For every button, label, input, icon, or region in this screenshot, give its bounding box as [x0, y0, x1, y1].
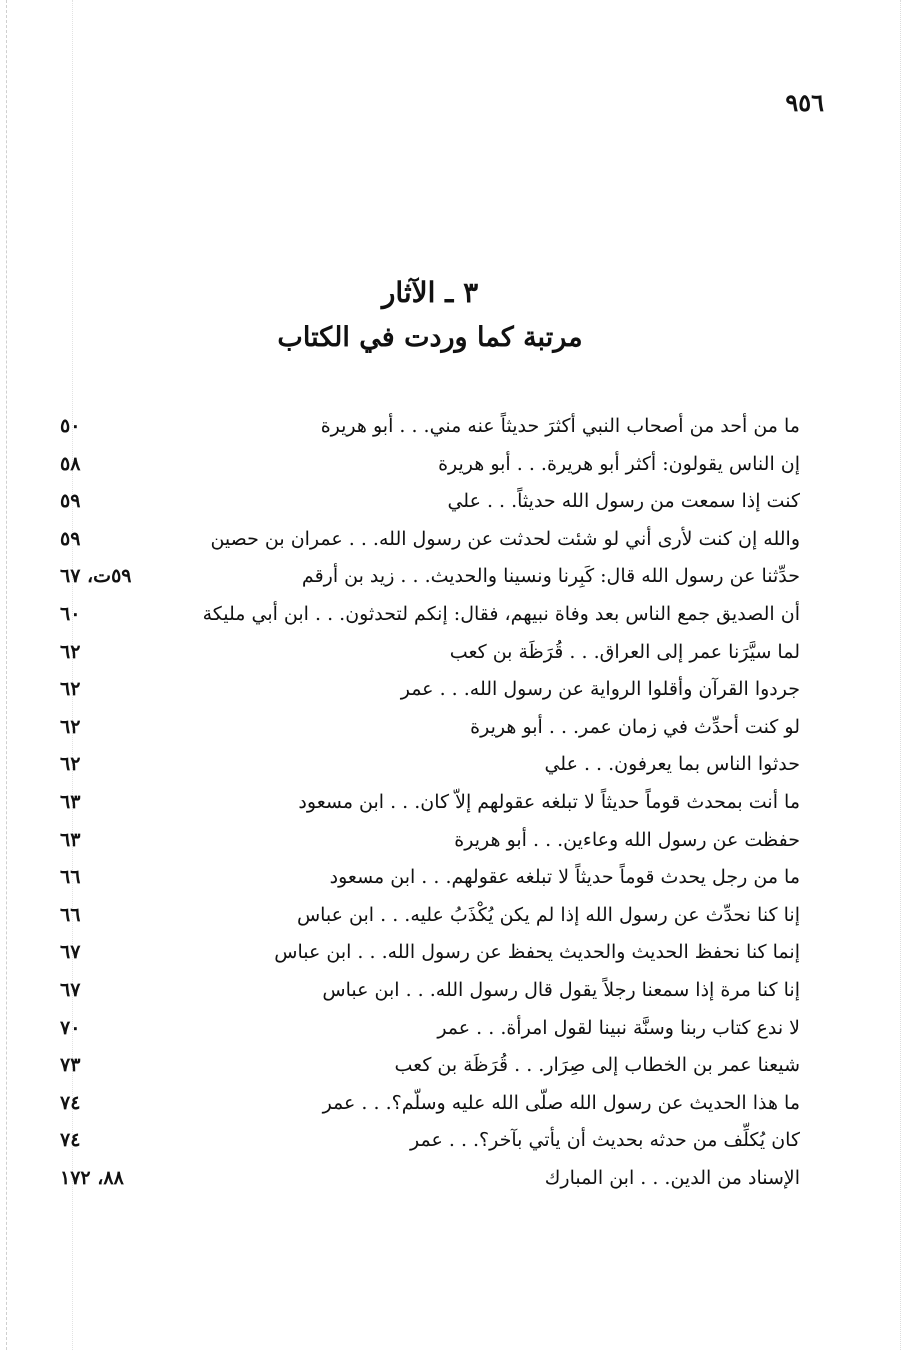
scan-edge-right	[900, 0, 901, 1350]
page-number: ٩٥٦	[785, 88, 824, 117]
index-entry	[60, 709, 800, 747]
entry-text: الإسناد من الدين. . . ابن المبارك	[544, 1166, 800, 1189]
entry-text: شيعنا عمر بن الخطاب إلى صِرَار. . . قُرَظَة بن كعب	[394, 1054, 800, 1077]
index-entry	[60, 897, 800, 935]
entry-page-ref: ٦٣	[60, 790, 81, 813]
entry-page-ref: ٥٠	[60, 415, 81, 437]
entry-page-ref: ٦٦	[60, 866, 81, 889]
index-entry	[60, 408, 800, 446]
entry-page-ref: ٥٩	[60, 527, 81, 550]
entry-page-ref: ٧٤	[60, 1129, 81, 1152]
entry-page-ref: ٧٣	[60, 1054, 81, 1077]
entry-text: إنا كنا نحدِّث عن رسول الله إذا لم يكن يُكْذَبُ عليه. . . ابن عباس	[296, 903, 800, 926]
entry-page-ref: ٦٢	[60, 715, 81, 738]
athar-index-list	[60, 408, 800, 1197]
entry-page-ref: ٥٩ت، ٦٧	[60, 565, 132, 588]
entry-page-ref: ٥٨	[60, 452, 81, 475]
section-title: ٣ ـ الآثار	[381, 276, 479, 309]
index-entry	[60, 671, 800, 709]
entry-page-ref: ٦٧	[60, 941, 81, 964]
entry-text: كان يُكلِّف من حدثه بحديث أن يأتي بآخر؟. . . عمر	[410, 1129, 800, 1152]
entry-text: حدثوا الناس بما يعرفون. . . علي	[544, 753, 800, 776]
entry-text: كنت إذا سمعت من رسول الله حديثاً. . . علي	[447, 490, 800, 513]
index-entry	[60, 859, 800, 897]
entry-text: إنما كنا نحفظ الحديث والحديث يحفظ عن رسول الله. . . ابن عباس	[274, 941, 800, 964]
entry-page-ref: ٦٣	[60, 828, 81, 851]
entry-page-ref: ٦٦	[60, 903, 81, 926]
entry-text: حدِّثنا عن رسول الله قال: كَبِرنا ونسينا والحديث. . . زيد بن أرقم	[301, 565, 800, 588]
entry-text: لو كنت أحدِّث في زمان عمر. . . أبو هريرة	[470, 715, 800, 738]
entry-text: إن الناس يقولون: أكثر أبو هريرة. . . أبو هريرة	[438, 452, 800, 475]
entry-text: ما هذا الحديث عن رسول الله صلّى الله عليه وسلّم؟. . . عمر	[322, 1091, 800, 1114]
section-subtitle: مرتبة كما وردت في الكتاب	[277, 322, 583, 353]
entry-page-ref: ٧٤	[60, 1091, 81, 1114]
index-entry	[60, 558, 800, 596]
index-entry	[60, 972, 800, 1010]
index-entry	[60, 1122, 800, 1160]
index-entry	[60, 596, 800, 634]
index-entry	[60, 483, 800, 521]
entry-text: حفظت عن رسول الله وعاءين. . . أبو هريرة	[454, 828, 800, 851]
index-entry	[60, 1160, 800, 1198]
index-entry	[60, 446, 800, 484]
entry-page-ref: ٦٢	[60, 753, 81, 776]
scan-edge-left	[6, 0, 7, 1350]
index-entry	[60, 634, 800, 672]
entry-text: ما من أحد من أصحاب النبي أكثرَ حديثاً عنه مني. . . أبو هريرة	[320, 415, 800, 437]
index-entry	[60, 934, 800, 972]
entry-page-ref: ٦٠	[60, 602, 81, 625]
index-entry	[60, 1010, 800, 1048]
entry-text: ما من رجل يحدث قوماً حديثاً لا تبلغه عقولهم. . . ابن مسعود	[329, 866, 800, 889]
index-entry	[60, 822, 800, 860]
entry-text: ما أنت بمحدث قوماً حديثاً لا تبلغه عقولهم إلاّ كان. . . ابن مسعود	[298, 790, 800, 813]
entry-text: لما سيَّرَنا عمر إلى العراق. . . قُرَظَة بن كعب	[449, 640, 800, 663]
index-entry	[60, 1047, 800, 1085]
index-entry	[60, 784, 800, 822]
index-entry	[60, 746, 800, 784]
entry-page-ref: ٦٢	[60, 678, 81, 701]
index-entry	[60, 1085, 800, 1123]
entry-text: لا ندع كتاب ربنا وسنَّة نبينا لقول امرأة. . . عمر	[437, 1016, 800, 1039]
entry-page-ref: ٨٨، ١٧٢	[60, 1166, 124, 1189]
entry-text: جردوا القرآن وأقلوا الرواية عن رسول الله. . . عمر	[400, 678, 800, 701]
entry-text: أن الصديق جمع الناس بعد وفاة نبيهم، فقال: إنكم لتحدثون. . . ابن أبي مليكة	[202, 602, 800, 625]
entry-text: إنا كنا مرة إذا سمعنا رجلاً يقول قال رسول الله. . . ابن عباس	[322, 978, 800, 1001]
entry-text: والله إن كنت لأرى أني لو شئت لحدثت عن رسول الله. . . عمران بن حصين	[210, 527, 800, 550]
entry-page-ref: ٧٠	[60, 1016, 81, 1039]
entry-page-ref: ٥٩	[60, 490, 81, 513]
entry-page-ref: ٦٢	[60, 640, 81, 663]
index-entry	[60, 521, 800, 559]
entry-page-ref: ٦٧	[60, 978, 81, 1001]
